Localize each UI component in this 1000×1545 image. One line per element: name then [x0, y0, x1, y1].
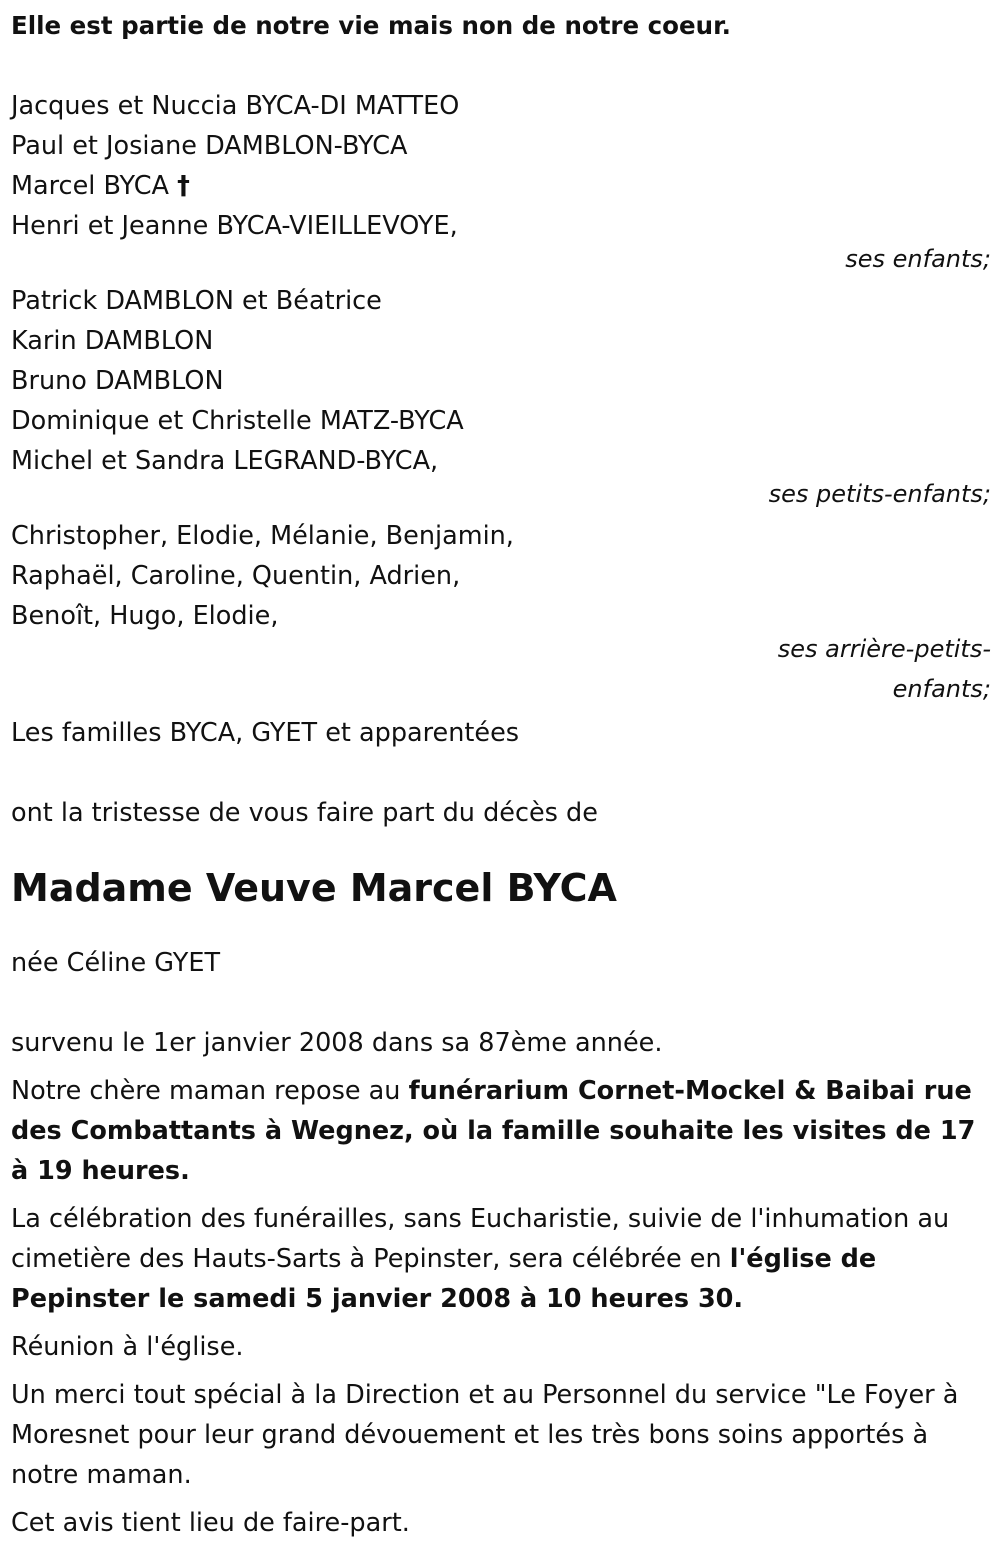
closing-line: Cet avis tient lieu de faire-part.	[11, 1508, 410, 1538]
children-list	[11, 86, 991, 246]
child-entry: Jacques et Nuccia BYCA-DI MATTEO	[11, 91, 460, 121]
grandchildren-list	[11, 281, 991, 481]
great-grandchild-entry: Christopher, Elodie, Mélanie, Benjamin,	[11, 521, 514, 551]
thanks-paragraph: Un merci tout spécial à la Direction et au Personnel du service "Le Foyer à Moresnet pour leur grand dévouement et les très bons soins apportés à notre maman.	[11, 1380, 959, 1490]
motto: Elle est partie de notre vie mais non de notre coeur.	[11, 11, 731, 40]
ceremony-details: l'église de Pepinster le samedi 5 janvier 2008 à 10 heures 30.	[11, 1244, 877, 1314]
announcement: ont la tristesse de vous faire part du décès de	[11, 798, 598, 828]
cross-icon: †	[177, 171, 190, 201]
great-grandchild-entry: Benoît, Hugo, Elodie,	[11, 601, 279, 631]
grandchild-entry: Dominique et Christelle MATZ-BYCA	[11, 406, 464, 436]
great-grandchild-entry: Raphaël, Caroline, Quentin, Adrien,	[11, 561, 461, 591]
ceremony-paragraph	[11, 1199, 991, 1319]
rest-intro: Notre chère maman repose au	[11, 1076, 409, 1106]
grandchild-entry: Patrick DAMBLON et Béatrice	[11, 286, 382, 316]
grandchild-entry: Michel et Sandra LEGRAND-BYCA,	[11, 446, 439, 476]
rest-paragraph	[11, 1071, 991, 1191]
child-entry-deceased	[11, 166, 991, 206]
deceased-name: Madame Veuve Marcel BYCA	[11, 866, 617, 910]
great-grandchildren-list	[11, 516, 991, 636]
child-entry: Henri et Jeanne BYCA-VIEILLEVOYE,	[11, 211, 458, 241]
birth-name: née Céline GYET	[11, 948, 221, 978]
meeting-line: Réunion à l'église.	[11, 1332, 244, 1362]
death-date: survenu le 1er janvier 2008 dans sa 87ème année.	[11, 1028, 663, 1058]
grandchildren-role: ses petits-enfants;	[768, 480, 991, 508]
grandchild-entry: Bruno DAMBLON	[11, 366, 224, 396]
obituary-notice	[11, 6, 991, 1543]
families-line: Les familles BYCA, GYET et apparentées	[11, 718, 520, 748]
great-grandchildren-role: ses arrière-petits-enfants;	[777, 635, 991, 703]
ceremony-intro: La célébration des funérailles, sans Eucharistie, suivie de l'inhumation au cimetière des Hauts-Sarts à Pepinster, sera célébrée en	[11, 1204, 950, 1274]
child-entry-name: Marcel BYCA	[11, 171, 169, 201]
grandchild-entry: Karin DAMBLON	[11, 326, 214, 356]
children-role: ses enfants;	[845, 245, 991, 273]
child-entry: Paul et Josiane DAMBLON-BYCA	[11, 131, 408, 161]
funeral-home-location: funérarium Cornet-Mockel & Baibai rue des Combattants à Wegnez, où la famille souhaite les visites de 17 à 19 heures.	[11, 1076, 976, 1186]
